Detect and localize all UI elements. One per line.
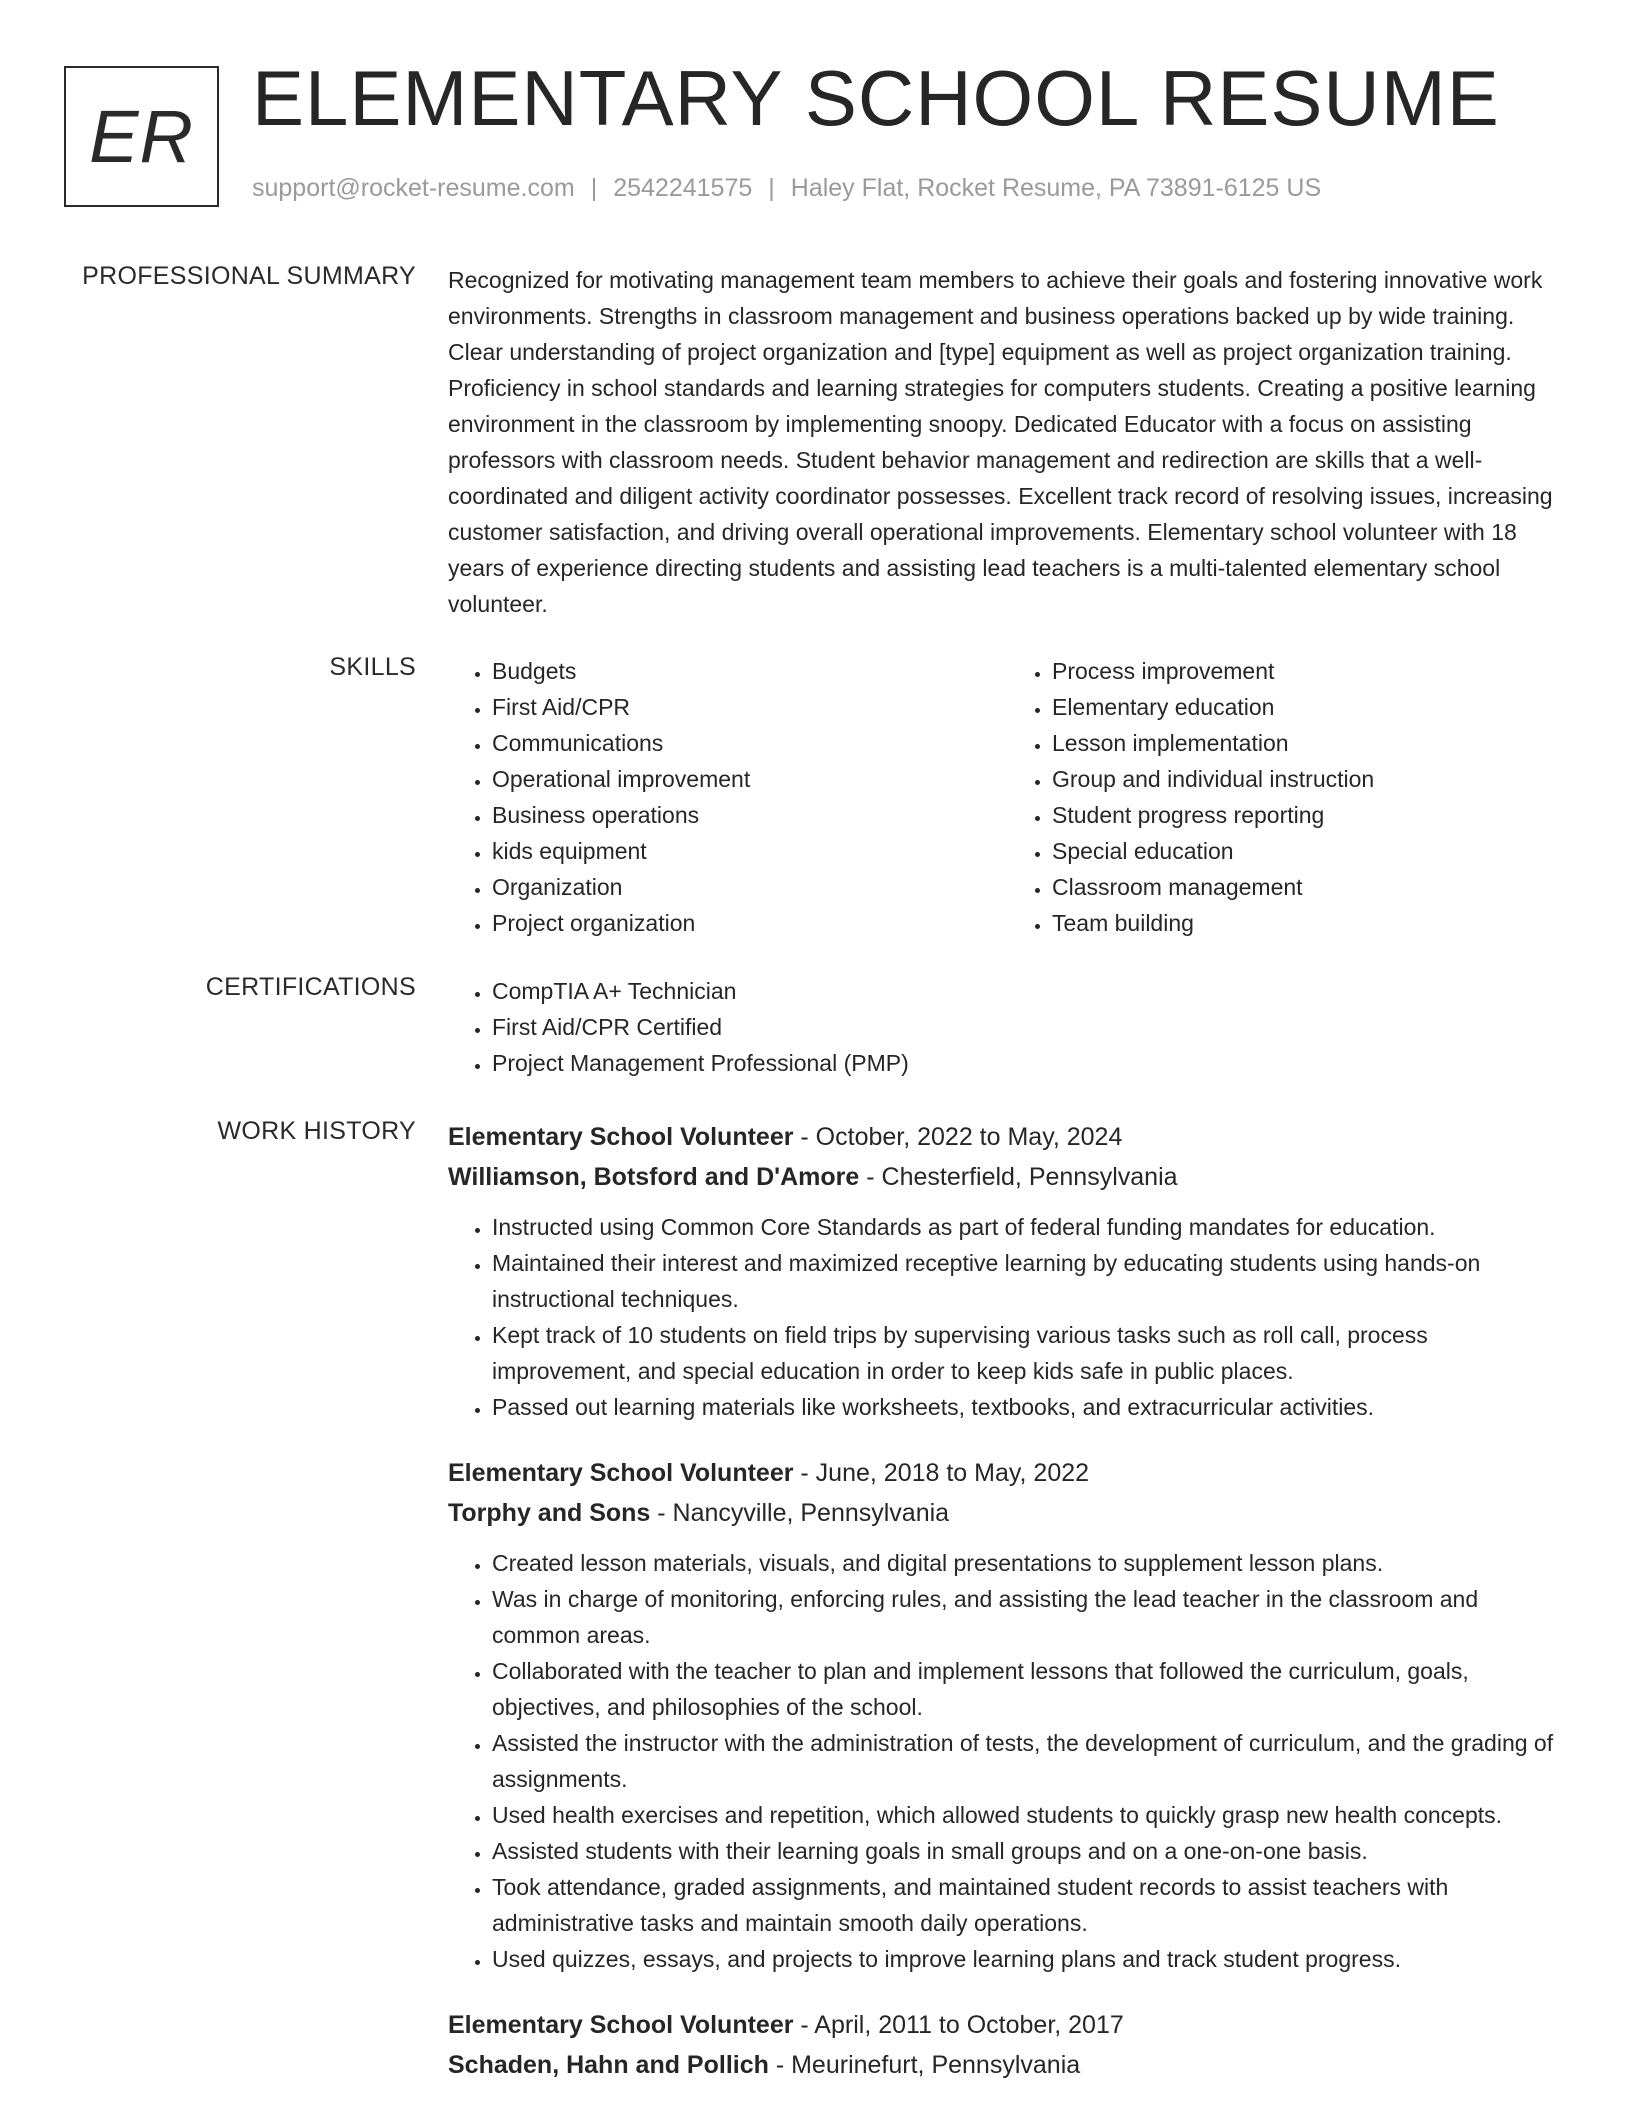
job-company: Schaden, Hahn and Pollich: [448, 2051, 769, 2079]
job-title-line: [448, 1453, 1568, 1493]
job-dates: - April, 2011 to October, 2017: [793, 2011, 1124, 2039]
skill-item: • Group and individual instruction: [1052, 761, 1568, 797]
job-title: Elementary School Volunteer: [448, 1459, 794, 1487]
monogram-initials: ER: [89, 94, 194, 178]
job-duty-item: • Instructed using Common Core Standards as part of federal funding mandates for education.: [492, 1209, 1568, 1245]
skill-item: • Lesson implementation: [1052, 725, 1568, 761]
job-title-line: [448, 2005, 1568, 2045]
skill-item: • Budgets: [492, 653, 1008, 689]
job-company-line: [448, 2045, 1568, 2085]
skills-heading: SKILLS: [329, 653, 416, 681]
skill-item: • Organization: [492, 869, 1008, 905]
job-duty-item: • Collaborated with the teacher to plan and implement lessons that followed the curriculum, goals, objectives, and philosophies of the school.: [492, 1653, 1568, 1725]
contact-phone: 2542241575: [613, 174, 753, 202]
skill-item: • Elementary education: [1052, 689, 1568, 725]
job-title: Elementary School Volunteer: [448, 1123, 794, 1151]
job-entry: [448, 1117, 1568, 1425]
job-duty-item: • Was in charge of monitoring, enforcing rules, and assisting the lead teacher in the classroom and common areas.: [492, 1581, 1568, 1653]
job-duty-item: • Maintained their interest and maximized receptive learning by educating students using hands-on instructional techniques.: [492, 1245, 1568, 1317]
skill-item: • Communications: [492, 725, 1008, 761]
skill-item: • kids equipment: [492, 833, 1008, 869]
job-duty-item: • Passed out learning materials like worksheets, textbooks, and extracurricular activities.: [492, 1389, 1568, 1425]
contact-separator: |: [590, 174, 598, 202]
job-duty-item: • Used health exercises and repetition, which allowed students to quickly grasp new health concepts.: [492, 1797, 1568, 1833]
job-dates: - October, 2022 to May, 2024: [793, 1123, 1123, 1151]
summary-heading: PROFESSIONAL SUMMARY: [82, 262, 416, 290]
certification-item: • CompTIA A+ Technician: [492, 973, 1568, 1009]
work-history-body: [448, 1117, 1568, 2112]
job-duty-item: • Assisted students with their learning goals in small groups and on a one-on-one basis.: [492, 1833, 1568, 1869]
contact-separator: |: [768, 174, 775, 202]
job-company: Williamson, Botsford and D'Amore: [448, 1163, 860, 1191]
job-dates: - June, 2018 to May, 2022: [793, 1459, 1090, 1487]
skill-item: • Team building: [1052, 905, 1568, 941]
job-title-line: [448, 1117, 1568, 1157]
certification-item: • First Aid/CPR Certified: [492, 1009, 1568, 1045]
skill-item: • Classroom management: [1052, 869, 1568, 905]
job-duties-list: [448, 1209, 1568, 1425]
skill-item: • Special education: [1052, 833, 1568, 869]
summary-text: Recognized for motivating management team members to achieve their goals and fostering innovative work environments. Strengths in classroom management and business operations backed up by wide training. Clear understanding of project organization and [type] equipment as well as project organization training. Proficiency in school standards and learning strategies for computers students. Creating a positive learning environment in the classroom by implementing snoopy. Dedicated Educator with a focus on assisting professors with classroom needs. Student behavior management and redirection are skills that a well-coordinated and diligent activity coordinator possesses. Excellent track record of resolving issues, increasing customer satisfaction, and driving overall operational improvements. Elementary school volunteer with 18 years of experience directing students and assisting lead teachers is a multi-talented elementary school volunteer.: [448, 267, 1553, 617]
skill-item: • Operational improvement: [492, 761, 1008, 797]
job-duty-item: • Used quizzes, essays, and projects to improve learning plans and track student progress.: [492, 1941, 1568, 1977]
job-duty-item: • Assisted the instructor with the administration of tests, the development of curriculum, and the grading of assignments.: [492, 1725, 1568, 1797]
skills-columns: [448, 653, 1568, 941]
job-company: Torphy and Sons: [448, 1499, 651, 1527]
skill-item: • Process improvement: [1052, 653, 1568, 689]
certifications-body: [448, 973, 1568, 1081]
job-duties-list: [448, 1545, 1568, 1977]
skills-list-left: [448, 653, 1008, 941]
job-location: - Chesterfield, Pennsylvania: [859, 1163, 1178, 1191]
job-entry: [448, 1453, 1568, 1977]
skills-body: [448, 653, 1568, 941]
skill-item: • Project organization: [492, 905, 1008, 941]
certification-item: • Project Management Professional (PMP): [492, 1045, 1568, 1081]
job-location: - Nancyville, Pennsylvania: [650, 1499, 950, 1527]
skill-item: • Business operations: [492, 797, 1008, 833]
skill-item: • First Aid/CPR: [492, 689, 1008, 725]
job-entry: [448, 2005, 1568, 2085]
summary-body: [448, 262, 1568, 622]
job-location: - Meurinefurt, Pennsylvania: [768, 2051, 1081, 2079]
contact-address: Haley Flat, Rocket Resume, PA 73891-6125 US: [790, 174, 1322, 202]
job-title: Elementary School Volunteer: [448, 2011, 794, 2039]
skill-item: • Student progress reporting: [1052, 797, 1568, 833]
work-history-heading: WORK HISTORY: [217, 1117, 416, 1145]
resume-title: ELEMENTARY SCHOOL RESUME: [252, 54, 1500, 142]
job-duty-item: • Created lesson materials, visuals, and digital presentations to supplement lesson plans.: [492, 1545, 1568, 1581]
contact-email: support@rocket-resume.com: [252, 174, 575, 202]
skills-list-right: [1008, 653, 1568, 941]
certifications-heading: CERTIFICATIONS: [205, 973, 416, 1001]
job-duty-item: • Took attendance, graded assignments, and maintained student records to assist teachers with administrative tasks and maintain smooth daily operations.: [492, 1869, 1568, 1941]
contact-line: [252, 174, 1321, 203]
job-company-line: [448, 1157, 1568, 1197]
job-duty-item: • Kept track of 10 students on field trips by supervising various tasks such as roll call, process improvement, and special education in order to keep kids safe in public places.: [492, 1317, 1568, 1389]
monogram-box: [64, 66, 219, 207]
job-company-line: [448, 1493, 1568, 1533]
certifications-list: [448, 973, 1568, 1081]
